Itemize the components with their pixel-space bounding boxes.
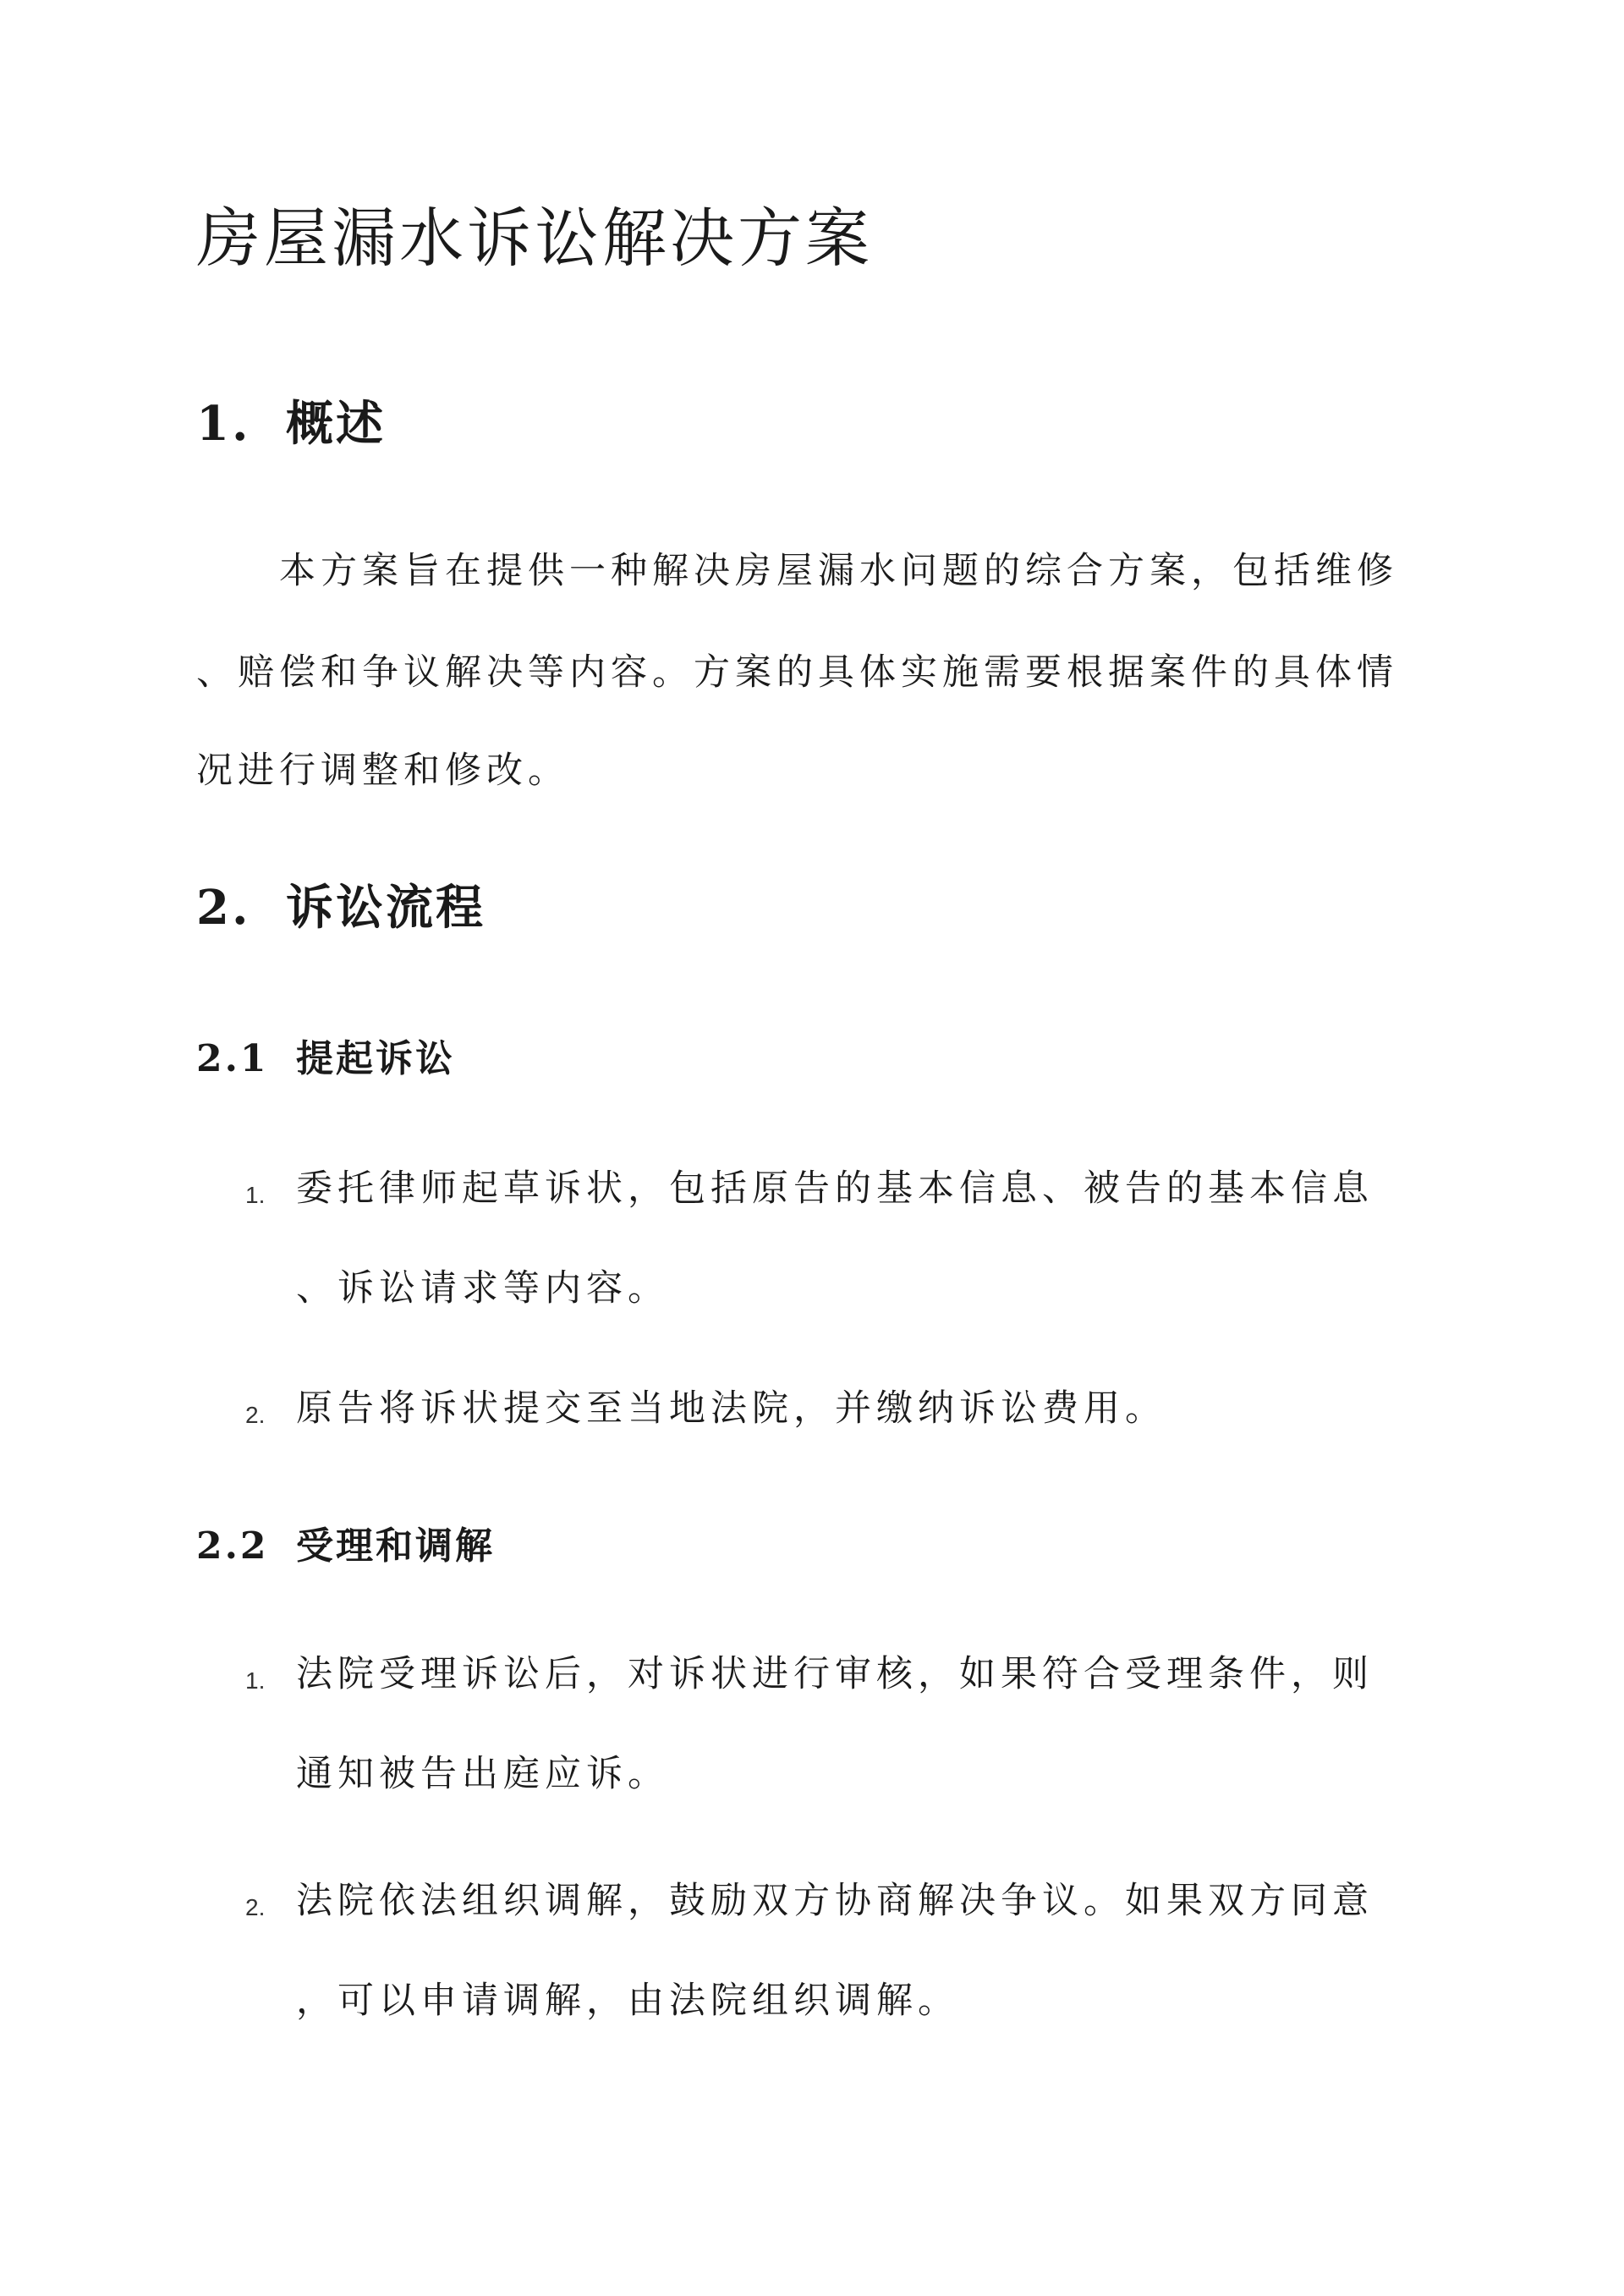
list-item-line: 委托律师起草诉状，包括原告的基本信息、被告的基本信息 <box>296 1167 1374 1210</box>
list-item-number: 1. <box>245 1667 266 1694</box>
section-number: 1. <box>196 396 251 452</box>
list-item-line: 、诉讼请求等内容。 <box>296 1267 669 1310</box>
overview-paragraph-line-2: 、赔偿和争议解决等内容。方案的具体实施需要根据案件的具体情 <box>196 651 1398 694</box>
subsection-number: 2.1 <box>196 1037 269 1080</box>
list-item-line: 原告将诉状提交至当地法院，并缴纳诉讼费用。 <box>296 1387 1166 1430</box>
list-item-number: 2. <box>245 1402 266 1428</box>
list-item-line: 法院受理诉讼后，对诉状进行审核，如果符合受理条件，则 <box>296 1653 1374 1695</box>
section-title: 诉讼流程 <box>286 880 486 936</box>
subsection-heading-acceptance-mediation <box>196 1524 495 1569</box>
subsection-number: 2.2 <box>196 1524 269 1568</box>
section-heading-litigation-process <box>196 880 486 937</box>
list-item-line: 通知被告出庭应诉。 <box>296 1753 669 1795</box>
subsection-title: 受理和调解 <box>296 1524 495 1568</box>
section-title: 概述 <box>286 396 386 452</box>
overview-paragraph-line-1: 本方案旨在提供一种解决房屋漏水问题的综合方案，包括维修 <box>279 550 1398 592</box>
document-title: 房屋漏水诉讼解决方案 <box>196 200 873 276</box>
list-item-number: 2. <box>245 1894 266 1920</box>
overview-paragraph-line-3: 况进行调整和修改。 <box>196 750 569 792</box>
subsection-title: 提起诉讼 <box>296 1037 455 1080</box>
list-item-line: ，可以申请调解，由法院组织调解。 <box>296 1980 959 2022</box>
list-item-line: 法院依法组织调解，鼓励双方协商解决争议。如果双方同意 <box>296 1880 1374 1922</box>
list-item-number: 1. <box>245 1182 266 1208</box>
section-number: 2. <box>196 880 251 936</box>
subsection-heading-file-lawsuit <box>196 1037 455 1082</box>
section-heading-overview <box>196 396 386 453</box>
